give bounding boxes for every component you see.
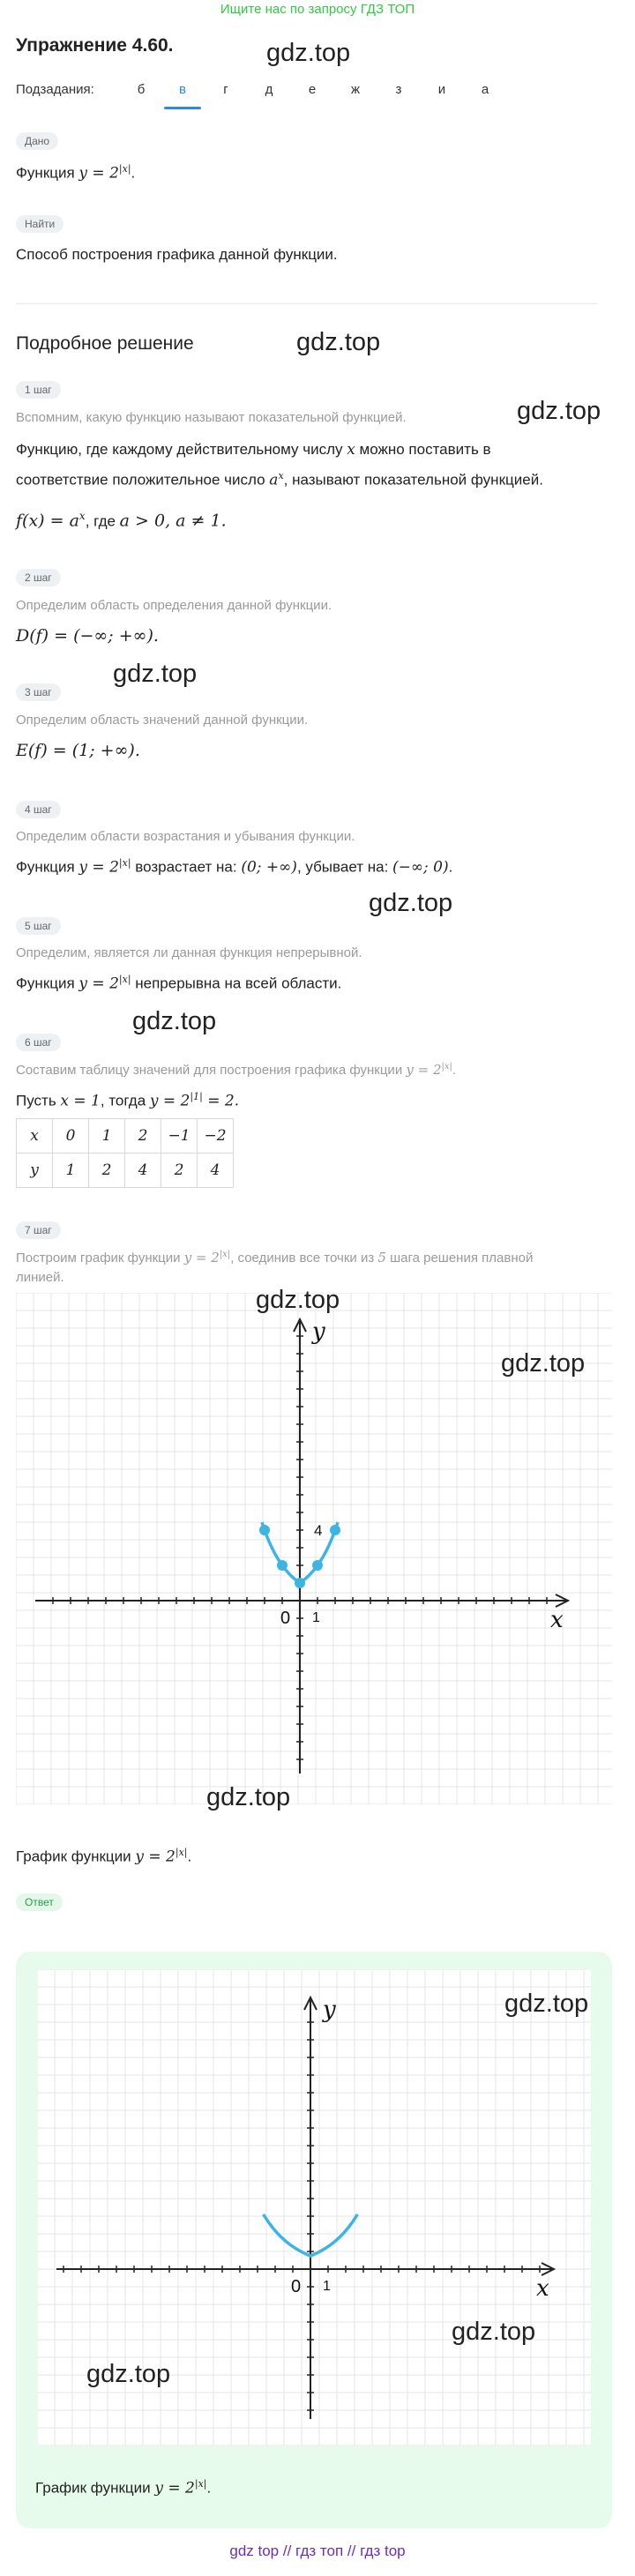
watermark: gdz.top [206,1783,291,1811]
step-pill: 5 шаг [16,917,61,935]
step-hint: Определим область значений данной функции. [16,713,309,728]
x-tick-label: 1 [312,1610,320,1625]
step-hint: Определим область определения данной функции. [16,598,332,613]
watermark: gdz.top [132,1007,217,1035]
subtask-tab[interactable]: г [223,82,228,97]
step-text: Функция $y = 2^{|x|}$ возрастает на: (0; +∞), убывает на: (−∞; 0). [16,857,453,877]
subtask-tab[interactable]: и [437,82,446,97]
watermark: gdz.top [517,397,601,425]
step-pill: 6 шаг [16,1034,61,1051]
table-cell: 2 [161,1154,198,1188]
step-hint: Вспомним, какую функцию называют показательной функцией. [16,410,407,425]
y-axis-label: y [323,1997,336,2023]
watermark: gdz.top [452,2318,536,2346]
given-pill: Дано [16,132,58,150]
step-pill: 1 шаг [16,381,61,399]
find-pill: Найти [16,215,64,233]
watermark: gdz.top [266,39,351,67]
search-hint-link[interactable]: Ищите нас по запросу ГДЗ ТОП [220,2,415,17]
data-point [330,1525,340,1535]
active-tab-underline [164,107,201,109]
divider [16,303,598,304]
watermark: gdz.top [504,1990,589,2018]
footer-link[interactable]: гдз top [360,2542,406,2559]
step-pill: 2 шаг [16,569,61,586]
table-cell: −2 [198,1119,234,1154]
table-cell: −1 [161,1119,198,1154]
step-text: Функция $y = 2^{|x|}$ непрерывна на всей области. [16,974,342,993]
step-hint: Определим, является ли данная функция непрерывной. [16,945,362,960]
given-text: Функция $y = 2^{|x|}$. [16,163,136,183]
table-cell: y [17,1154,53,1188]
subtask-tab[interactable]: е [308,82,317,97]
data-point [312,1560,323,1571]
data-point [259,1525,270,1535]
subtask-tab[interactable]: з [395,82,402,97]
data-point [295,1578,305,1588]
subtask-tab[interactable]: б [137,82,146,97]
watermark: gdz.top [369,889,453,917]
values-table [16,1118,234,1188]
solution-title: Подробное решение [16,333,194,354]
step-pill: 7 шаг [16,1221,61,1239]
step-text: соответствие положительное число $a^x$, называют показательной функцией. [16,470,543,489]
table-cell: 4 [198,1154,234,1188]
x-tick-label: 1 [323,2279,331,2294]
answer-pill: Ответ [16,1893,63,1911]
graph-caption: График функции $y = 2^{|x|}$. [16,1847,192,1866]
table-row [17,1154,234,1188]
watermark: gdz.top [86,2360,171,2388]
watermark: gdz.top [113,660,198,688]
watermark: gdz.top [501,1349,586,1378]
subtask-tab[interactable]: а [481,82,489,97]
footer-link[interactable]: gdz top [229,2542,280,2559]
step-formula: D(f) = (−∞; +∞). [16,626,159,646]
origin-label: 0 [291,2277,302,2296]
step-text: Пусть x = 1, тогда $y = 2^{|1|} = 2$. [16,1091,240,1110]
subtask-tab[interactable]: ж [350,82,361,97]
footer-separator: // [347,2542,356,2559]
table-row [17,1119,234,1154]
step-text: Функцию, где каждому действительному числу x можно поставить в [16,441,491,459]
step-hint: линией. [16,1270,64,1285]
table-cell: 2 [89,1154,125,1188]
step-hint: Построим график функции $y = 2^{|x|}$, соединив все точки из 5 шага решения плавной [16,1250,534,1266]
answer-caption: График функции $y = 2^{|x|}$. [35,2478,212,2498]
step-hint: Определим области возрастания и убывания функции. [16,829,355,844]
footer-link[interactable]: гдз топ [295,2542,344,2559]
data-point [277,1560,288,1571]
step-formula: E(f) = (1; +∞). [16,741,140,760]
origin-label: 0 [280,1609,291,1628]
footer-separator: // [282,2542,292,2559]
step-pill: 3 шаг [16,683,61,701]
x-axis-label: x [536,2275,549,2302]
footer-links [0,2542,635,2560]
find-text: Способ построения графика данной функции. [16,246,338,263]
watermark: gdz.top [256,1286,340,1314]
watermark: gdz.top [296,328,381,356]
page-title: Упражнение 4.60. [16,35,174,56]
subtask-tab-active[interactable]: в [179,82,186,97]
table-cell: 2 [125,1119,161,1154]
subtask-tab[interactable]: д [265,82,273,97]
subtasks-label: Подзадания: [16,82,94,97]
table-cell: 1 [53,1154,89,1188]
y-axis-label: y [312,1318,325,1345]
step-formula: $f(x) = a^x$, где a > 0, a ≠ 1. [16,510,227,531]
table-cell: 4 [125,1154,161,1188]
step-hint: Составим таблицу значений для построения графика функции $y = 2^{|x|}$. [16,1062,457,1078]
step-pill: 4 шаг [16,801,61,818]
table-cell: 1 [89,1119,125,1154]
y-tick-label: 4 [314,1522,323,1539]
x-axis-label: x [550,1607,564,1633]
table-cell: x [17,1119,53,1154]
table-cell: 0 [53,1119,89,1154]
